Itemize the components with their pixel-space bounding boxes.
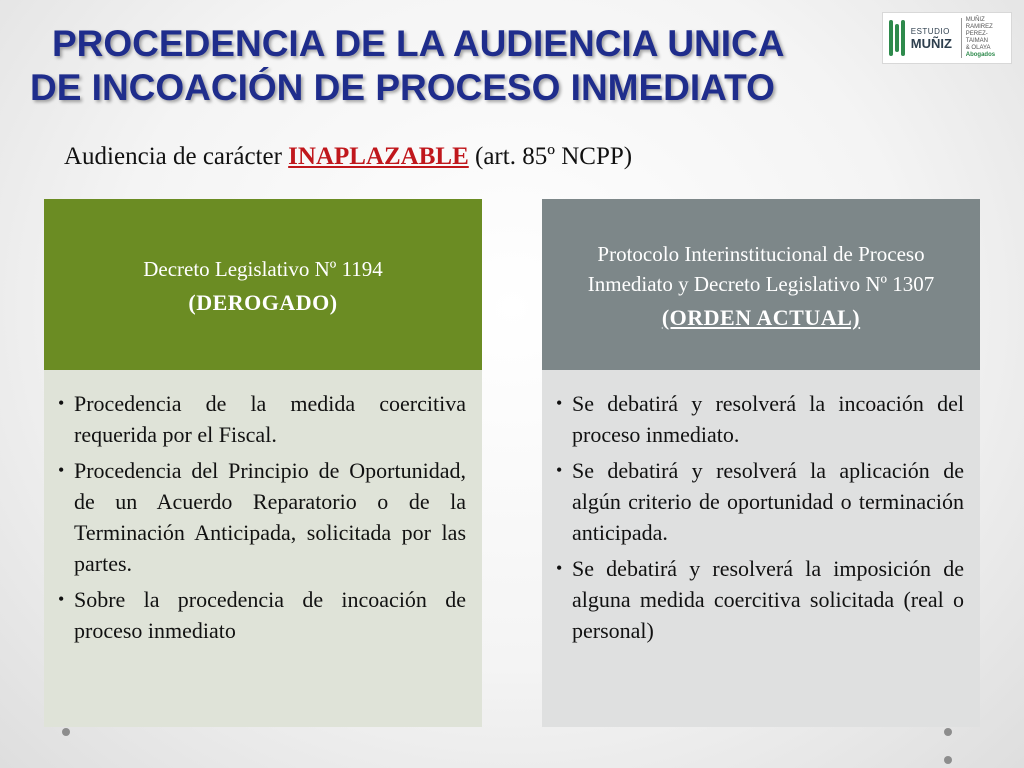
list-item: • Se debatirá y resolverá la aplicación de algún criterio de oportunidad o terminación anticipada. bbox=[556, 455, 964, 548]
list-item: • Procedencia del Principio de Oportunidad, de un Acuerdo Reparatorio o de la Terminación Anticipada, solicitada por las partes. bbox=[58, 455, 466, 579]
slide-title bbox=[30, 22, 890, 110]
list-item: • Se debatirá y resolverá la incoación del proceso inmediato. bbox=[556, 388, 964, 450]
decorative-dot bbox=[62, 728, 70, 736]
panel-heading: Protocolo Interinstitucional de Proceso Inmediato y Decreto Legislativo Nº 1307 bbox=[587, 241, 935, 296]
panel-header bbox=[542, 199, 980, 370]
panel-derogado bbox=[44, 199, 482, 727]
panel-heading: Decreto Legislativo Nº 1194 bbox=[143, 256, 383, 281]
decorative-dot bbox=[944, 728, 952, 736]
subtitle-after: (art. 85º NCPP) bbox=[468, 143, 633, 170]
logo-divider bbox=[961, 18, 962, 58]
slide-title-line-2: DE INCOACIÓN DE PROCESO INMEDIATO bbox=[30, 67, 775, 108]
slide-title-line-1: PROCEDENCIA DE LA AUDIENCIA UNICA bbox=[52, 23, 785, 64]
logo-name-big: MUÑIZ bbox=[910, 36, 952, 51]
list-item: • Sobre la procedencia de incoación de proceso inmediato bbox=[58, 584, 466, 646]
bullet-list bbox=[556, 388, 964, 646]
logo-partners bbox=[966, 17, 1005, 59]
panel-body bbox=[542, 370, 980, 727]
subtitle bbox=[64, 143, 632, 171]
panel-body bbox=[44, 370, 482, 727]
panel-status: (DEROGADO) bbox=[188, 289, 338, 315]
estudio-muniz-logo bbox=[882, 12, 1012, 64]
logo-partner: MUÑIZ bbox=[965, 17, 985, 23]
logo-name bbox=[911, 26, 957, 50]
logo-name-small: ESTUDIO bbox=[910, 27, 950, 36]
logo-mark-icon bbox=[889, 20, 907, 56]
subtitle-highlight: INAPLAZABLE bbox=[288, 143, 469, 170]
panel-header bbox=[44, 199, 482, 370]
logo-tagline: Abogados bbox=[965, 52, 996, 58]
decorative-dot bbox=[944, 756, 952, 764]
logo-partner: & OLAYA bbox=[965, 45, 991, 51]
list-item: • Se debatirá y resolverá la imposición de alguna medida coercitiva solicitada (real o personal) bbox=[556, 553, 964, 646]
logo-partner: RAMIREZ bbox=[965, 24, 993, 30]
bullet-list bbox=[58, 388, 466, 646]
logo-partner: PEREZ-TAIMAN bbox=[965, 31, 988, 44]
list-item: • Procedencia de la medida coercitiva requerida por el Fiscal. bbox=[58, 388, 466, 450]
panel-orden-actual bbox=[542, 199, 980, 727]
panel-status: (ORDEN ACTUAL) bbox=[661, 304, 861, 330]
subtitle-before: Audiencia de carácter bbox=[64, 143, 289, 170]
